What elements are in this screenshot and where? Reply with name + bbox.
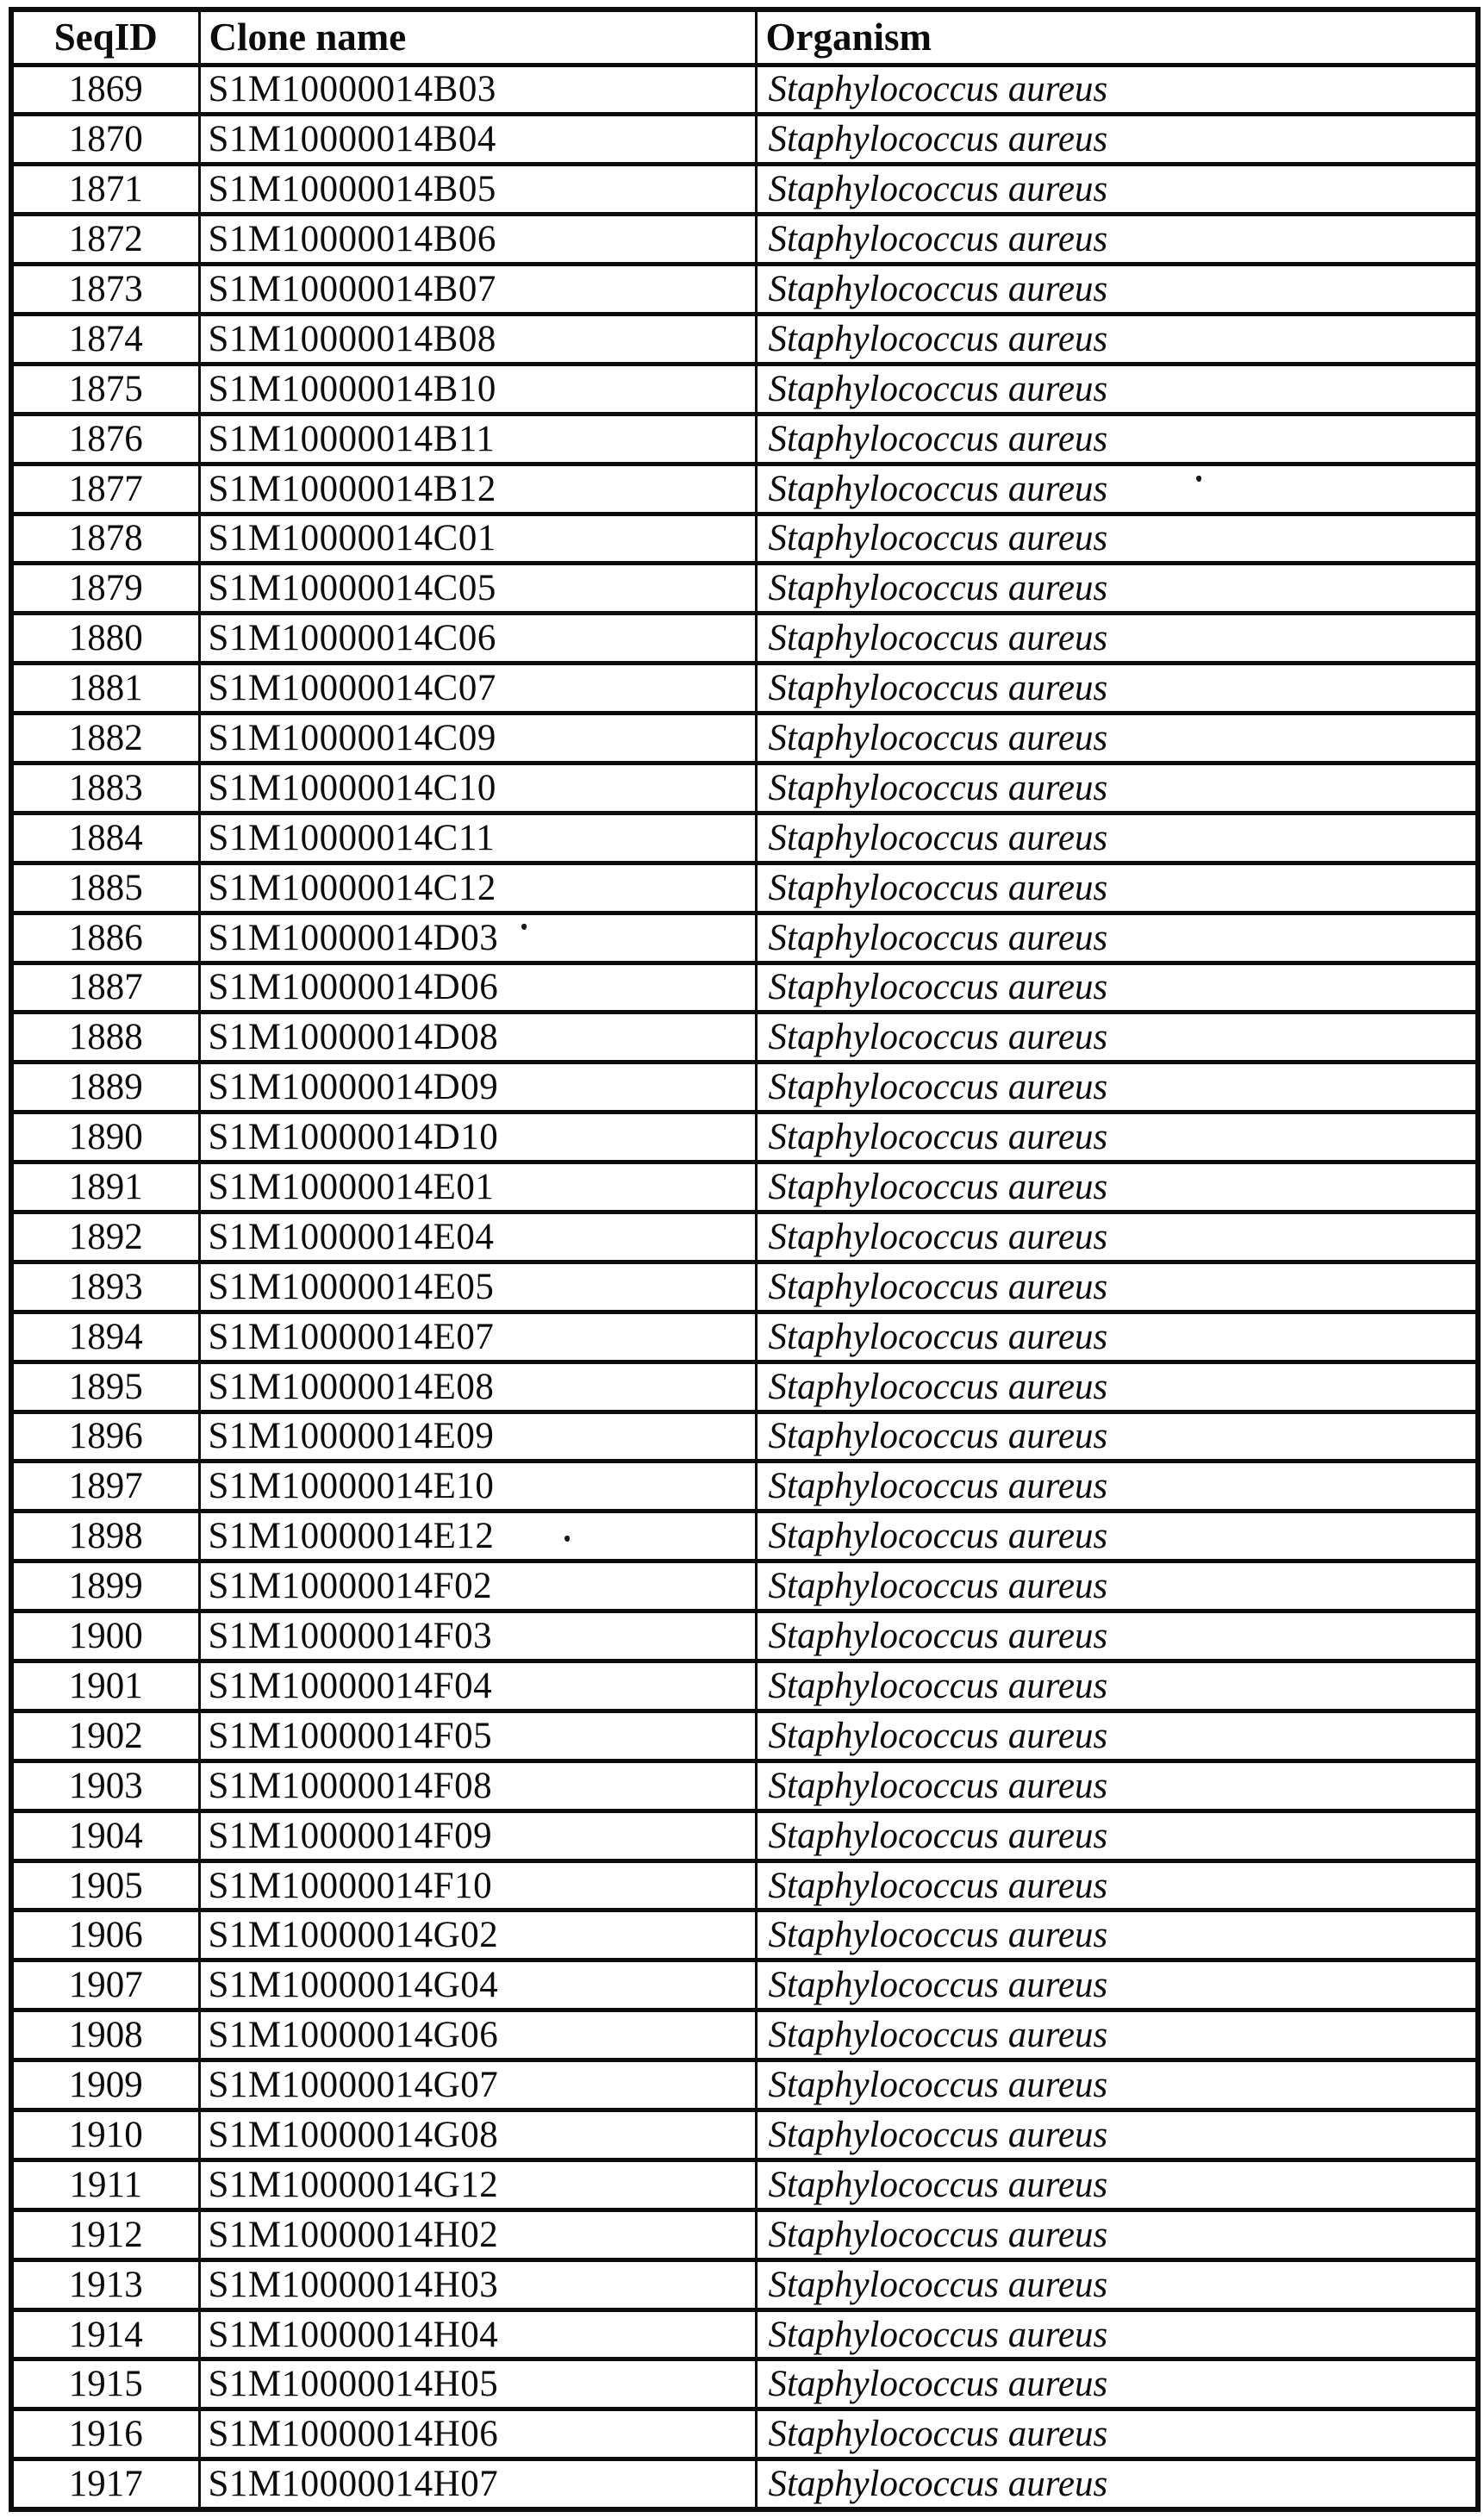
clone-name-cell: S1M10000014G06 — [199, 2010, 756, 2060]
table-row — [11, 165, 1478, 215]
organism-cell: Staphylococcus aureus — [756, 1761, 1478, 1811]
table-row — [11, 1561, 1478, 1611]
organism-cell: Staphylococcus aureus — [756, 813, 1478, 863]
organism-cell: Staphylococcus aureus — [756, 2309, 1478, 2359]
table-row — [11, 863, 1478, 913]
clone-name-cell: S1M10000014B08 — [199, 314, 756, 364]
seqid-cell: 1885 — [11, 863, 199, 913]
organism-cell: Staphylococcus aureus — [756, 1711, 1478, 1761]
seqid-cell: 1913 — [11, 2259, 199, 2309]
seqid-cell: 1891 — [11, 1162, 199, 1212]
table-row — [11, 763, 1478, 813]
organism-cell: Staphylococcus aureus — [756, 1262, 1478, 1312]
clone-name-cell: S1M10000014F05 — [199, 1711, 756, 1761]
organism-cell: Staphylococcus aureus — [756, 2209, 1478, 2259]
seqid-cell: 1893 — [11, 1262, 199, 1312]
seqid-cell: 1904 — [11, 1811, 199, 1860]
organism-cell: Staphylococcus aureus — [756, 65, 1478, 115]
clone-name-cell: S1M10000014E01 — [199, 1162, 756, 1212]
organism-cell: Staphylococcus aureus — [756, 1362, 1478, 1412]
organism-cell: Staphylococcus aureus — [756, 464, 1478, 514]
header-organism: Organism — [756, 9, 1478, 65]
table-row — [11, 414, 1478, 464]
organism-cell: Staphylococcus aureus — [756, 1162, 1478, 1212]
seqid-cell: 1880 — [11, 614, 199, 664]
table-row — [11, 614, 1478, 664]
table-row — [11, 1462, 1478, 1511]
table-row — [11, 1013, 1478, 1063]
clone-name-cell: S1M10000014H05 — [199, 2359, 756, 2409]
seqid-cell: 1909 — [11, 2060, 199, 2110]
table-row — [11, 963, 1478, 1013]
organism-cell: Staphylococcus aureus — [756, 265, 1478, 315]
clone-name-cell: S1M10000014F03 — [199, 1611, 756, 1661]
clone-name-cell: S1M10000014C07 — [199, 664, 756, 714]
table-row — [11, 1761, 1478, 1811]
seqid-cell: 1901 — [11, 1661, 199, 1711]
seqid-cell: 1900 — [11, 1611, 199, 1661]
organism-cell: Staphylococcus aureus — [756, 165, 1478, 215]
organism-cell: Staphylococcus aureus — [756, 1113, 1478, 1162]
seqid-cell: 1917 — [11, 2459, 199, 2509]
table-row — [11, 2160, 1478, 2209]
clone-name-cell: S1M10000014H06 — [199, 2409, 756, 2459]
organism-cell: Staphylococcus aureus — [756, 913, 1478, 963]
clone-name-cell: S1M10000014C09 — [199, 714, 756, 764]
seqid-cell: 1888 — [11, 1013, 199, 1063]
organism-cell: Staphylococcus aureus — [756, 1960, 1478, 2010]
seqid-cell: 1887 — [11, 963, 199, 1013]
clone-name-cell: S1M10000014G08 — [199, 2110, 756, 2160]
organism-cell: Staphylococcus aureus — [756, 963, 1478, 1013]
table-row — [11, 1262, 1478, 1312]
clone-name-cell: S1M10000014H04 — [199, 2309, 756, 2359]
clone-name-cell: S1M10000014C11 — [199, 813, 756, 863]
seqid-cell: 1910 — [11, 2110, 199, 2160]
clone-name-cell: S1M10000014B05 — [199, 165, 756, 215]
header-seqid: SeqID — [11, 9, 199, 65]
clone-name-cell: S1M10000014G12 — [199, 2160, 756, 2209]
seqid-cell: 1914 — [11, 2309, 199, 2359]
organism-cell: Staphylococcus aureus — [756, 215, 1478, 265]
seqid-cell: 1882 — [11, 714, 199, 764]
organism-cell: Staphylococcus aureus — [756, 115, 1478, 165]
table-row — [11, 2110, 1478, 2160]
seqid-cell: 1889 — [11, 1063, 199, 1113]
seqid-cell: 1905 — [11, 1860, 199, 1910]
clone-name-cell: S1M10000014E09 — [199, 1412, 756, 1462]
seqid-cell: 1895 — [11, 1362, 199, 1412]
table-row — [11, 714, 1478, 764]
seqid-cell: 1883 — [11, 763, 199, 813]
clone-name-cell: S1M10000014B12 — [199, 464, 756, 514]
scan-speck-artifact — [1196, 476, 1201, 482]
organism-cell: Staphylococcus aureus — [756, 1561, 1478, 1611]
table-row — [11, 1162, 1478, 1212]
clone-name-cell: S1M10000014B03 — [199, 65, 756, 115]
table-row — [11, 2060, 1478, 2110]
clone-name-cell: S1M10000014E10 — [199, 1462, 756, 1511]
clone-name-cell: S1M10000014G02 — [199, 1910, 756, 1960]
clone-name-cell: S1M10000014E04 — [199, 1212, 756, 1262]
table-row — [11, 1063, 1478, 1113]
table-row — [11, 1362, 1478, 1412]
organism-cell: Staphylococcus aureus — [756, 414, 1478, 464]
seqid-cell: 1916 — [11, 2409, 199, 2459]
table-row — [11, 364, 1478, 414]
clone-name-cell: S1M10000014C12 — [199, 863, 756, 913]
organism-cell: Staphylococcus aureus — [756, 564, 1478, 614]
organism-cell: Staphylococcus aureus — [756, 763, 1478, 813]
organism-cell: Staphylococcus aureus — [756, 1412, 1478, 1462]
organism-cell: Staphylococcus aureus — [756, 2259, 1478, 2309]
table-row — [11, 1661, 1478, 1711]
seqid-cell: 1897 — [11, 1462, 199, 1511]
table-row — [11, 2209, 1478, 2259]
seqid-cell: 1896 — [11, 1412, 199, 1462]
table-row — [11, 265, 1478, 315]
organism-cell: Staphylococcus aureus — [756, 1013, 1478, 1063]
header-clone-name: Clone name — [199, 9, 756, 65]
table-row — [11, 1611, 1478, 1661]
seqid-cell: 1874 — [11, 314, 199, 364]
clone-name-cell: S1M10000014D10 — [199, 1113, 756, 1162]
clone-name-cell: S1M10000014C05 — [199, 564, 756, 614]
seqid-cell: 1872 — [11, 215, 199, 265]
clone-name-cell: S1M10000014E07 — [199, 1312, 756, 1362]
organism-cell: Staphylococcus aureus — [756, 2409, 1478, 2459]
organism-cell: Staphylococcus aureus — [756, 714, 1478, 764]
table-body — [11, 65, 1478, 2509]
seqid-cell: 1903 — [11, 1761, 199, 1811]
organism-cell: Staphylococcus aureus — [756, 1063, 1478, 1113]
organism-cell: Staphylococcus aureus — [756, 2459, 1478, 2509]
clone-name-cell: S1M10000014B07 — [199, 265, 756, 315]
clone-name-cell: S1M10000014F08 — [199, 1761, 756, 1811]
organism-cell: Staphylococcus aureus — [756, 1611, 1478, 1661]
seqid-cell: 1881 — [11, 664, 199, 714]
organism-cell: Staphylococcus aureus — [756, 2359, 1478, 2409]
seqid-cell: 1884 — [11, 813, 199, 863]
seqid-cell: 1873 — [11, 265, 199, 315]
clone-name-cell: S1M10000014D09 — [199, 1063, 756, 1113]
table-row — [11, 2259, 1478, 2309]
clone-name-cell: S1M10000014C01 — [199, 514, 756, 564]
organism-cell: Staphylococcus aureus — [756, 1661, 1478, 1711]
scan-speck-artifact — [564, 1536, 570, 1542]
table-row — [11, 1511, 1478, 1561]
clone-name-cell: S1M10000014E08 — [199, 1362, 756, 1412]
seqid-cell: 1892 — [11, 1212, 199, 1262]
table-row — [11, 514, 1478, 564]
seqid-cell: 1908 — [11, 2010, 199, 2060]
seqid-cell: 1890 — [11, 1113, 199, 1162]
seqid-cell: 1915 — [11, 2359, 199, 2409]
organism-cell: Staphylococcus aureus — [756, 2010, 1478, 2060]
table-row — [11, 1212, 1478, 1262]
clone-name-cell: S1M10000014B06 — [199, 215, 756, 265]
organism-cell: Staphylococcus aureus — [756, 1811, 1478, 1860]
clone-name-cell: S1M10000014D08 — [199, 1013, 756, 1063]
clone-name-cell: S1M10000014F02 — [199, 1561, 756, 1611]
clone-name-cell: S1M10000014E12 — [199, 1511, 756, 1561]
seqid-cell: 1876 — [11, 414, 199, 464]
seqid-cell: 1912 — [11, 2209, 199, 2259]
table-row — [11, 2309, 1478, 2359]
table-row — [11, 1960, 1478, 2010]
seqid-cell: 1906 — [11, 1910, 199, 1960]
seqid-cell: 1907 — [11, 1960, 199, 2010]
table-row — [11, 1711, 1478, 1761]
organism-cell: Staphylococcus aureus — [756, 2110, 1478, 2160]
organism-cell: Staphylococcus aureus — [756, 1910, 1478, 1960]
seqid-cell: 1871 — [11, 165, 199, 215]
organism-cell: Staphylococcus aureus — [756, 2160, 1478, 2209]
table-row — [11, 464, 1478, 514]
organism-cell: Staphylococcus aureus — [756, 2060, 1478, 2110]
clone-name-cell: S1M10000014H02 — [199, 2209, 756, 2259]
table-row — [11, 913, 1478, 963]
organism-cell: Staphylococcus aureus — [756, 664, 1478, 714]
clone-name-cell: S1M10000014E05 — [199, 1262, 756, 1312]
seqid-cell: 1902 — [11, 1711, 199, 1761]
table-row — [11, 215, 1478, 265]
scan-speck-artifact — [521, 924, 527, 930]
clone-table — [9, 7, 1481, 2512]
organism-cell: Staphylococcus aureus — [756, 1511, 1478, 1561]
seqid-cell: 1898 — [11, 1511, 199, 1561]
table-row — [11, 2359, 1478, 2409]
clone-name-cell: S1M10000014C06 — [199, 614, 756, 664]
table-row — [11, 115, 1478, 165]
table-row — [11, 1113, 1478, 1162]
organism-cell: Staphylococcus aureus — [756, 314, 1478, 364]
table-row — [11, 65, 1478, 115]
seqid-cell: 1886 — [11, 913, 199, 963]
clone-name-cell: S1M10000014F10 — [199, 1860, 756, 1910]
clone-name-cell: S1M10000014H07 — [199, 2459, 756, 2509]
seqid-cell: 1878 — [11, 514, 199, 564]
seqid-cell: 1877 — [11, 464, 199, 514]
table-row — [11, 2409, 1478, 2459]
organism-cell: Staphylococcus aureus — [756, 863, 1478, 913]
table-header-row — [11, 9, 1478, 65]
seqid-cell: 1869 — [11, 65, 199, 115]
table-row — [11, 813, 1478, 863]
table-row — [11, 1811, 1478, 1860]
organism-cell: Staphylococcus aureus — [756, 1462, 1478, 1511]
clone-name-cell: S1M10000014G07 — [199, 2060, 756, 2110]
seqid-cell: 1899 — [11, 1561, 199, 1611]
table-row — [11, 2459, 1478, 2509]
seqid-cell: 1870 — [11, 115, 199, 165]
seqid-cell: 1875 — [11, 364, 199, 414]
clone-name-cell: S1M10000014F09 — [199, 1811, 756, 1860]
seqid-cell: 1879 — [11, 564, 199, 614]
clone-name-cell: S1M10000014G04 — [199, 1960, 756, 2010]
organism-cell: Staphylococcus aureus — [756, 614, 1478, 664]
table-row — [11, 314, 1478, 364]
clone-name-cell: S1M10000014F04 — [199, 1661, 756, 1711]
table-row — [11, 1860, 1478, 1910]
organism-cell: Staphylococcus aureus — [756, 364, 1478, 414]
organism-cell: Staphylococcus aureus — [756, 1212, 1478, 1262]
table-row — [11, 564, 1478, 614]
clone-name-cell: S1M10000014D06 — [199, 963, 756, 1013]
organism-cell: Staphylococcus aureus — [756, 514, 1478, 564]
table-row — [11, 1910, 1478, 1960]
table-row — [11, 2010, 1478, 2060]
clone-name-cell: S1M10000014H03 — [199, 2259, 756, 2309]
seqid-cell: 1894 — [11, 1312, 199, 1362]
clone-name-cell: S1M10000014B10 — [199, 364, 756, 414]
seqid-cell: 1911 — [11, 2160, 199, 2209]
organism-cell: Staphylococcus aureus — [756, 1860, 1478, 1910]
clone-name-cell: S1M10000014D03 — [199, 913, 756, 963]
organism-cell: Staphylococcus aureus — [756, 1312, 1478, 1362]
table-row — [11, 1412, 1478, 1462]
clone-name-cell: S1M10000014B04 — [199, 115, 756, 165]
clone-name-cell: S1M10000014C10 — [199, 763, 756, 813]
table-row — [11, 1312, 1478, 1362]
clone-name-cell: S1M10000014B11 — [199, 414, 756, 464]
table-row — [11, 664, 1478, 714]
